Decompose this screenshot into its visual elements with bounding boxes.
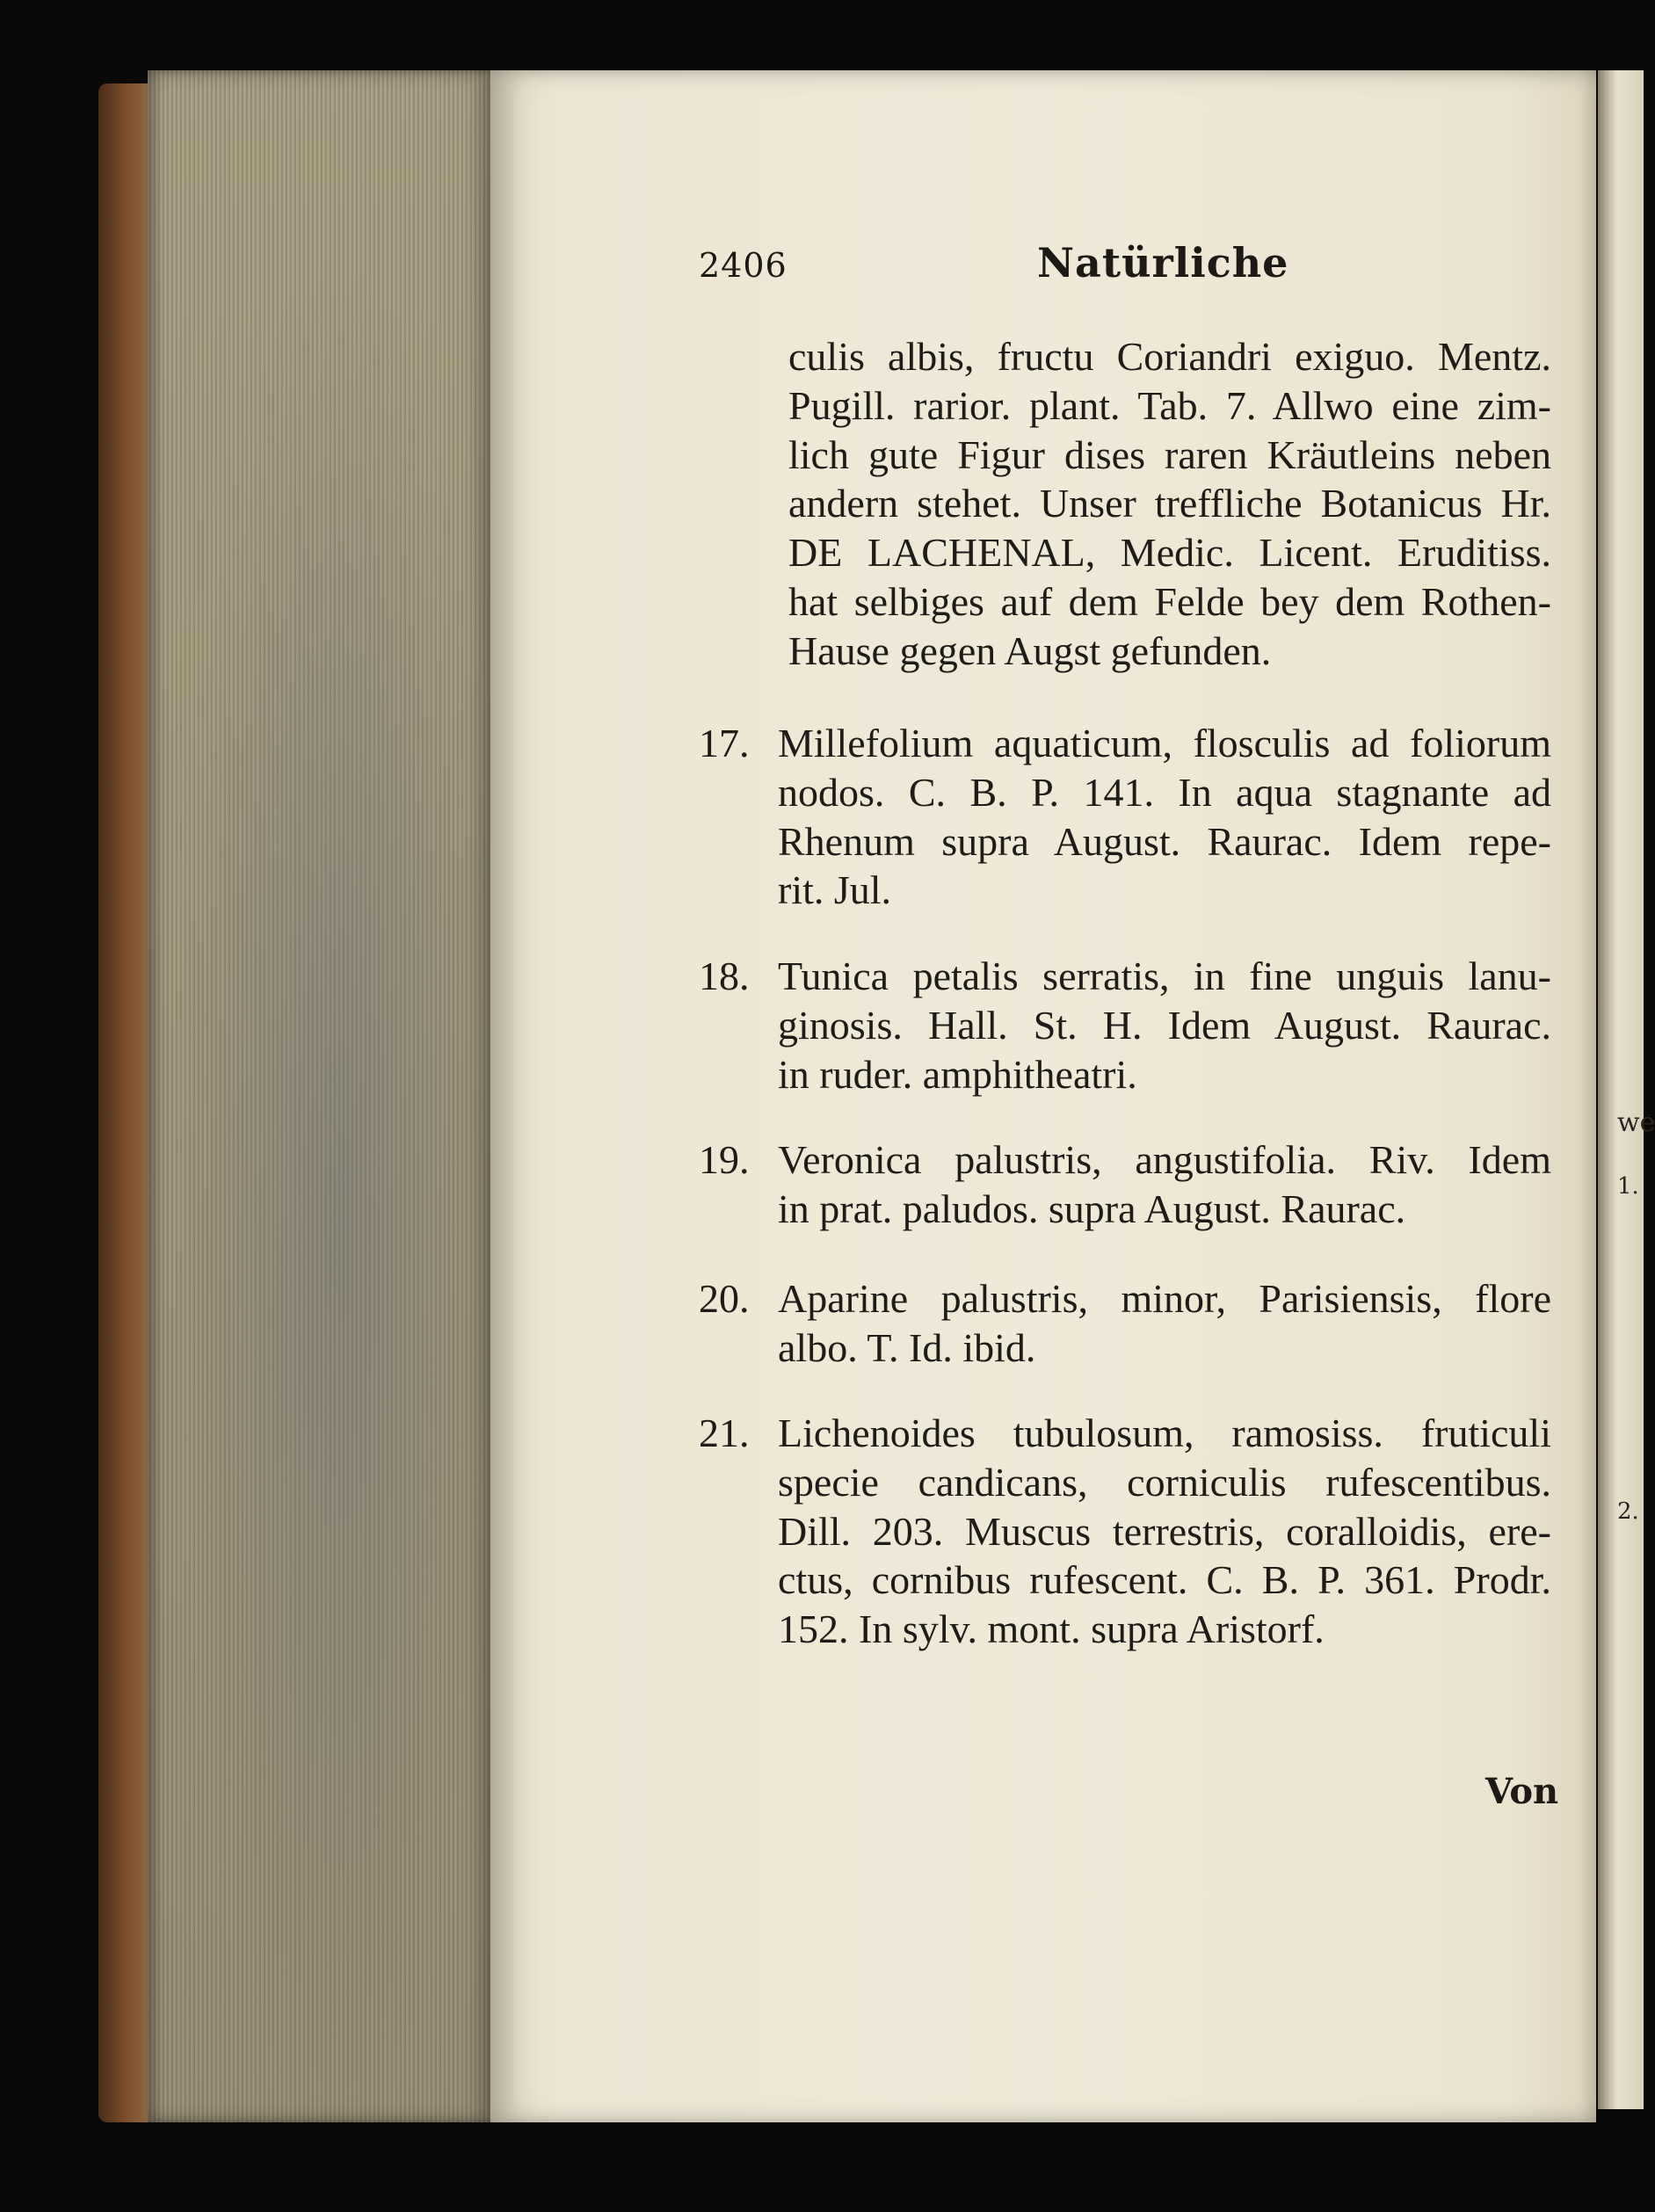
text-line: lich gute Figur dises raren Kräutleins neben <box>788 432 1551 477</box>
running-title: Natürliche <box>1037 239 1289 286</box>
facing-page-edge <box>1598 70 1655 2109</box>
text-line: nodos. C. B. P. 141. In aqua stagnante ad <box>778 769 1551 815</box>
facing-page-fragment: we <box>1617 1107 1655 1138</box>
page-header <box>699 239 1551 301</box>
text-line: Tunica petalis serratis, in fine unguis lanu- <box>778 954 1551 998</box>
text-line: in ruder. amphitheatri. <box>778 1051 1137 1097</box>
entry-number: 21. <box>699 1411 750 1455</box>
text-line: DE LACHENAL, Medic. Licent. Eruditiss. <box>788 530 1551 576</box>
text-line: rit. Jul. <box>778 867 892 913</box>
text-line: Veronica palustris, angustifolia. Riv. Idem <box>778 1137 1551 1182</box>
text-line: hat selbiges auf dem Felde bey dem Rothen- <box>788 578 1551 624</box>
text-line: 152. In sylv. mont. supra Aristorf. <box>778 1606 1325 1652</box>
text-line: in prat. paludos. supra August. Raurac. <box>778 1186 1406 1231</box>
facing-page-fragment: 2. <box>1617 1498 1639 1525</box>
text-line: Aparine palustris, minor, Parisiensis, flore <box>778 1276 1551 1321</box>
text-line: culis albis, fructu Coriandri exiguo. Mentz. <box>788 334 1551 379</box>
text-line: Millefolium aquaticum, flosculis ad foliorum <box>778 721 1551 765</box>
text-line: specie candicans, corniculis rufescentibus. <box>778 1459 1551 1505</box>
page-block-edges <box>148 70 495 2122</box>
entry-number: 19. <box>699 1137 750 1182</box>
text-line: albo. T. Id. ibid. <box>778 1324 1036 1370</box>
entry-number: 18. <box>699 954 750 998</box>
text-line: ctus, cornibus rufescent. C. B. P. 361. Prodr. <box>778 1557 1551 1603</box>
text-line: Hause gegen Augst gefunden. <box>788 627 1272 673</box>
text-line: Dill. 203. Muscus terrestris, coralloidis, ere- <box>778 1508 1551 1554</box>
entry-number: 20. <box>699 1276 750 1321</box>
text-line: andern stehet. Unser treffliche Botanicus Hr. <box>788 481 1551 526</box>
text-line: Lichenoides tubulosum, ramosiss. fruticuli <box>778 1411 1551 1455</box>
entry-number: 17. <box>699 721 750 765</box>
page-number: 2406 <box>699 246 788 285</box>
catchword: Von <box>1485 1771 1559 1812</box>
text-line: ginosis. Hall. St. H. Idem August. Raurac. <box>778 1002 1551 1048</box>
text-line: Pugill. rarior. plant. Tab. 7. Allwo eine zim- <box>788 382 1551 428</box>
text-line: Rhenum supra August. Raurac. Idem repe- <box>778 818 1551 864</box>
facing-page-fragment: 1. <box>1617 1173 1639 1200</box>
